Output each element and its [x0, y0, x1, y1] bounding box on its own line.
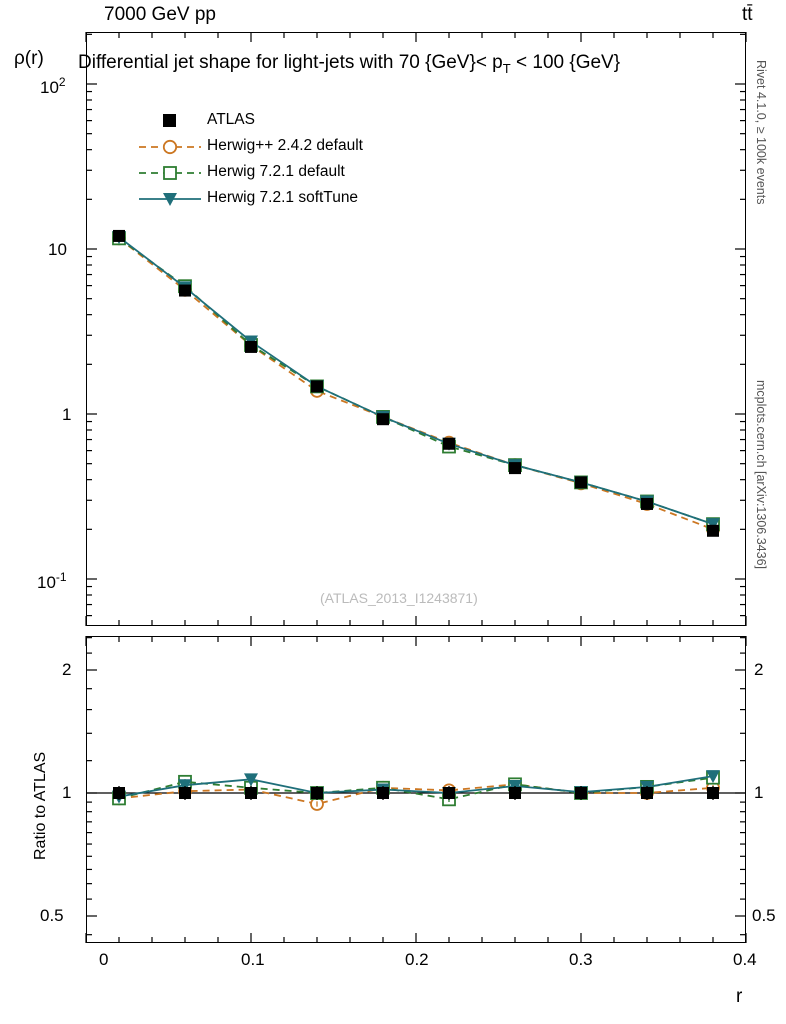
x-axis-label: r	[736, 986, 743, 1007]
ratio-ytick-2-left: 2	[62, 660, 72, 679]
ratio-ytick-2-right: 2	[754, 660, 764, 679]
legend-marker-herwig721	[135, 160, 205, 186]
xtick-0.4: 0.4	[733, 950, 757, 969]
xtick-0.3: 0.3	[569, 950, 593, 969]
credit-rivet: Rivet 4.1.0, ≥ 100k events	[754, 60, 768, 205]
dataset-watermark: (ATLAS_2013_I1243871)	[320, 590, 478, 606]
legend-label-2: Herwig 7.2.1 default	[207, 163, 345, 180]
ytick-10: 10	[48, 240, 67, 259]
legend-marker-atlas	[135, 108, 205, 134]
ratio-ytick-05-left: 0.5	[40, 906, 64, 925]
legend-item-herwig721	[135, 160, 465, 186]
legend-label-3: Herwig 7.2.1 softTune	[207, 189, 359, 206]
ytick-1e2: $10^2$	[40, 75, 66, 97]
ratio-plot-panel	[86, 636, 746, 943]
legend-marker-softtune	[135, 186, 205, 212]
header-right: tt̄	[742, 4, 753, 25]
credit-arxiv: mcplots.cern.ch [arXiv:1306.3436]	[754, 380, 768, 569]
xtick-0: 0	[99, 950, 109, 969]
ratio-ytick-1-right: 1	[754, 783, 764, 802]
header-left: 7000 GeV pp	[104, 4, 216, 25]
plot-title-pre: Differential jet shape for light-jets with 70 {GeV}< p	[78, 52, 503, 73]
legend-marker-herwigpp	[135, 134, 205, 160]
legend-label-0: ATLAS	[207, 111, 255, 128]
y-axis-label-main: ρ(r)	[14, 48, 44, 69]
legend	[135, 108, 465, 212]
plot-title-post: < 100 {GeV}	[510, 52, 621, 73]
plot-title-sub: T	[502, 61, 511, 76]
xtick-0.1: 0.1	[241, 950, 265, 969]
legend-item-herwigpp	[135, 134, 465, 160]
ytick-1: 1	[62, 405, 72, 424]
main-data-series	[112, 230, 720, 537]
ratio-ytick-05-right: 0.5	[752, 906, 776, 925]
y-axis-label-ratio: Ratio to ATLAS	[32, 751, 49, 860]
ratio-ytick-1-left: 1	[62, 783, 72, 802]
legend-item-softtune	[135, 186, 465, 212]
ytick-1e-1: $10^{-1}$	[37, 570, 67, 592]
legend-label-1: Herwig++ 2.4.2 default	[207, 137, 363, 154]
legend-item-atlas	[135, 108, 465, 134]
xtick-0.2: 0.2	[405, 950, 429, 969]
